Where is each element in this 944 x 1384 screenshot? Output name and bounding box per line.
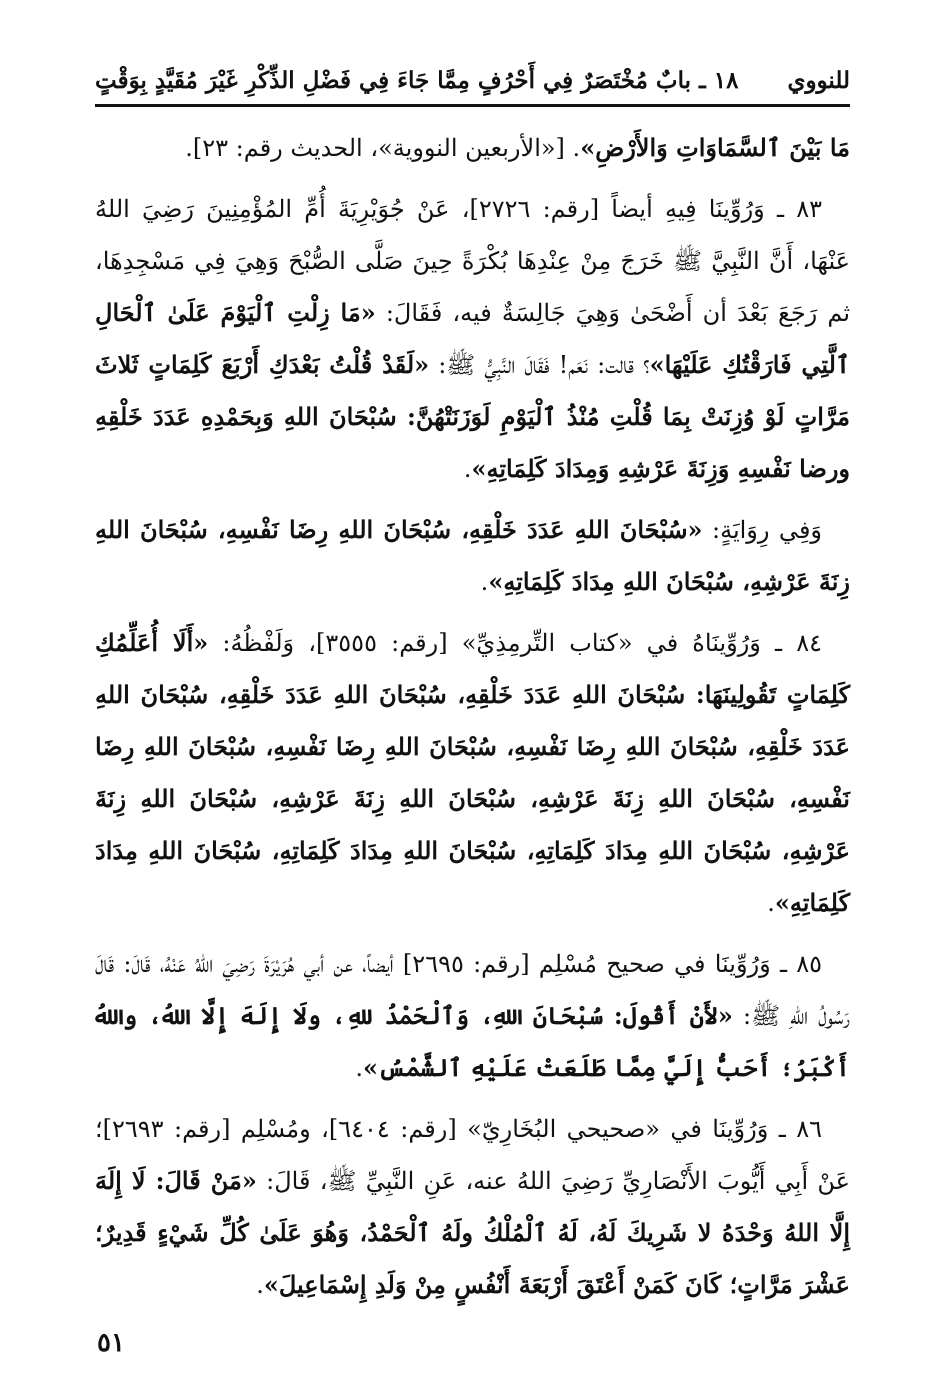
narration-text: ٨٦ ـ وَرُوِّينَا في «صحيحي البُخَارِيّ» [رقم: ٦٤٠٤]، ومُسْلِم [رقم: ٢٦٩٣]؛ عَنْ أَبِي أَيُّوبَ الأَنْصَارِيِّ رَضِيَ اللهُ عنه، عَنِ النَّبِيِّ ﷺ، قَالَ: (95, 1115, 850, 1195)
paragraph-riwaya (95, 504, 850, 608)
hadith-quote-text: «مَنْ قَالَ: لَا إِلَهَ إِلَّا اللهُ وَحْدَهُ لا شَرِيكَ لَهُ، لَهُ ٱلْمُلْكُ ولَهُ ٱلْحَمْدُ، وَهُوَ عَلَىٰ كُلِّ شَيْءٍ قَدِيرٌ؛ عَشْرَ مَرَّاتٍ؛ كَانَ كَمَنْ أَعْتَقَ أَرْبَعَةَ أَنْفُسٍ مِنْ وَلَدِ إِسْمَاعِيلَ» (95, 1166, 850, 1299)
narration-text: وَفِي رِوَايَةٍ: (702, 516, 823, 544)
narration-text: ٨٥ ـ وَرُوِّينَا في صحيح مُسْلِم [رقم: ٢٦٩٥] أيضاً، عن أبي هُرَيْرَةَ رَضِيَ اللهُ عَنْهُ، قَالَ: قَالَ رَسُولُ اللهِ ﷺ: (95, 950, 850, 1030)
narration-text: . [«الأربعين النووية»، الحديث رقم: ٢٣]. (185, 134, 581, 162)
paragraph-cont (95, 122, 850, 174)
hadith-quote-text: «مَا زِلْتِ ٱلْيَوْمَ عَلَىٰ ٱلْحَالِ ٱلَّتِي فَارَقْتُكِ عَلَيْهَا» (95, 298, 851, 379)
narration-text: ؟ قالت: نَعَم! فَقَالَ النَّبِيُّ ﷺ: (429, 351, 650, 379)
narration-text: . (355, 1054, 363, 1082)
header-author: للنووي (787, 66, 850, 94)
narration-text: ٨٣ ـ وَرُوِّينَا فِيهِ أيضاً [رقم: ٢٧٢٦]، عَنْ جُوَيْرِيَةَ أُمِّ المُؤْمِنِينَ رَضِيَ اللهُ عَنْهَا، أَنَّ النَّبِيَّ ﷺ خَرَجَ مِنْ عِنْدِهَا بُكْرَةً حِينَ صَلَّى الصُّبْحَ وَهِيَ فِي مَسْجِدِهَا، ثم رَجَعَ بَعْدَ أن أَضْحَىٰ وَهِيَ جَالِسَةٌ فيه، فَقَالَ: (95, 195, 851, 327)
page-number: ٥١ (97, 1328, 125, 1358)
narration-text: . (463, 455, 472, 483)
hadith-quote-text: «أَلَا أُعَلِّمُكِ كَلِمَاتٍ تَقُولِينَهَا: سُبْحَانَ اللهِ عَدَدَ خَلْقِهِ، سُبْحَانَ اللهِ عَدَدَ خَلْقِهِ، سُبْحَانَ اللهِ عَدَدَ خَلْقِهِ، سُبْحَانَ اللهِ رِضَا نَفْسِهِ، سُبْحَانَ اللهِ رِضَا نَفْسِهِ، سُبْحَانَ اللهِ رِضَا نَفْسِهِ، سُبْحَانَ اللهِ زِنَةَ عَرْشِهِ، سُبْحَانَ اللهِ زِنَةَ عَرْشِهِ، سُبْحَانَ اللهِ زِنَةَ عَرْشِهِ، سُبْحَانَ اللهِ مِدَادَ كَلِمَاتِهِ، سُبْحَانَ اللهِ مِدَادَ كَلِمَاتِهِ، سُبْحَانَ اللهِ مِدَادَ كَلِمَاتِهِ» (95, 628, 851, 917)
hadith-quote-text: «لَقَدْ قُلْتُ بَعْدَكِ أَرْبَعَ كَلِمَاتٍ ثَلاثَ مَرَّاتٍ لَوْ وُزِنَتْ بِمَا قُلْتِ مُنْذُ ٱلْيَوْمِ لَوَزَنَتْهُنَّ: سُبْحَانَ اللهِ وَبِحَمْدِهِ عَدَدَ خَلْقِهِ ورضا نَفْسِهِ وَزِنَةَ عَرْشِهِ وَمِدَادَ كَلِمَاتِهِ» (95, 350, 850, 483)
paragraph-h84 (95, 617, 850, 929)
hadith-quote-text: مَا بَيْنَ ٱلسَّمَاوَاتِ وَالأَرْضِ» (580, 133, 850, 162)
narration-text: . (767, 889, 775, 917)
page-body (95, 122, 850, 1320)
hadith-quote-text: «سُبْحَانَ اللهِ عَدَدَ خَلْقِهِ، سُبْحَانَ اللهِ رِضَا نَفْسِهِ، سُبْحَانَ اللهِ زِنَةَ عَرْشِهِ، سُبْحَانَ اللهِ مِدَادَ كَلِمَاتِهِ» (95, 515, 850, 596)
narration-text: . (480, 568, 489, 596)
header-rule (95, 104, 850, 107)
paragraph-h85 (95, 938, 850, 1094)
paragraph-h86 (95, 1103, 850, 1311)
hadith-quote-text: «لأَنْ أَقُولَ: سُبْحَانَ اللهِ، وَٱلْحَمْدُ للهِ، ولَا إِلَهَ إِلَّا اللهُ، واللهُ أَكْبَرُ؛ أَحَبُّ إِلَيَّ مِمَّا طَلَعَتْ عَلَيْهِ ٱلشَّمْسُ» (95, 1001, 850, 1082)
narration-text: ٨٤ ـ وَرُوِّينَاهُ في «كتاب التِّرمِذِيِّ» [رقم: ٣٥٥٥]، وَلَفْظُهُ: (208, 629, 823, 657)
running-header (95, 58, 850, 102)
narration-text: . (256, 1271, 264, 1299)
header-chapter-title: ١٨ ـ بابٌ مُخْتَصَرٌ فِي أَحْرُفٍ مِمَّا جَاءَ فِي فَضْلِ الذِّكْرِ غَيْرَ مُقَيَّدٍ بِوَقْتٍ (95, 66, 739, 94)
paragraph-h83 (95, 183, 850, 495)
